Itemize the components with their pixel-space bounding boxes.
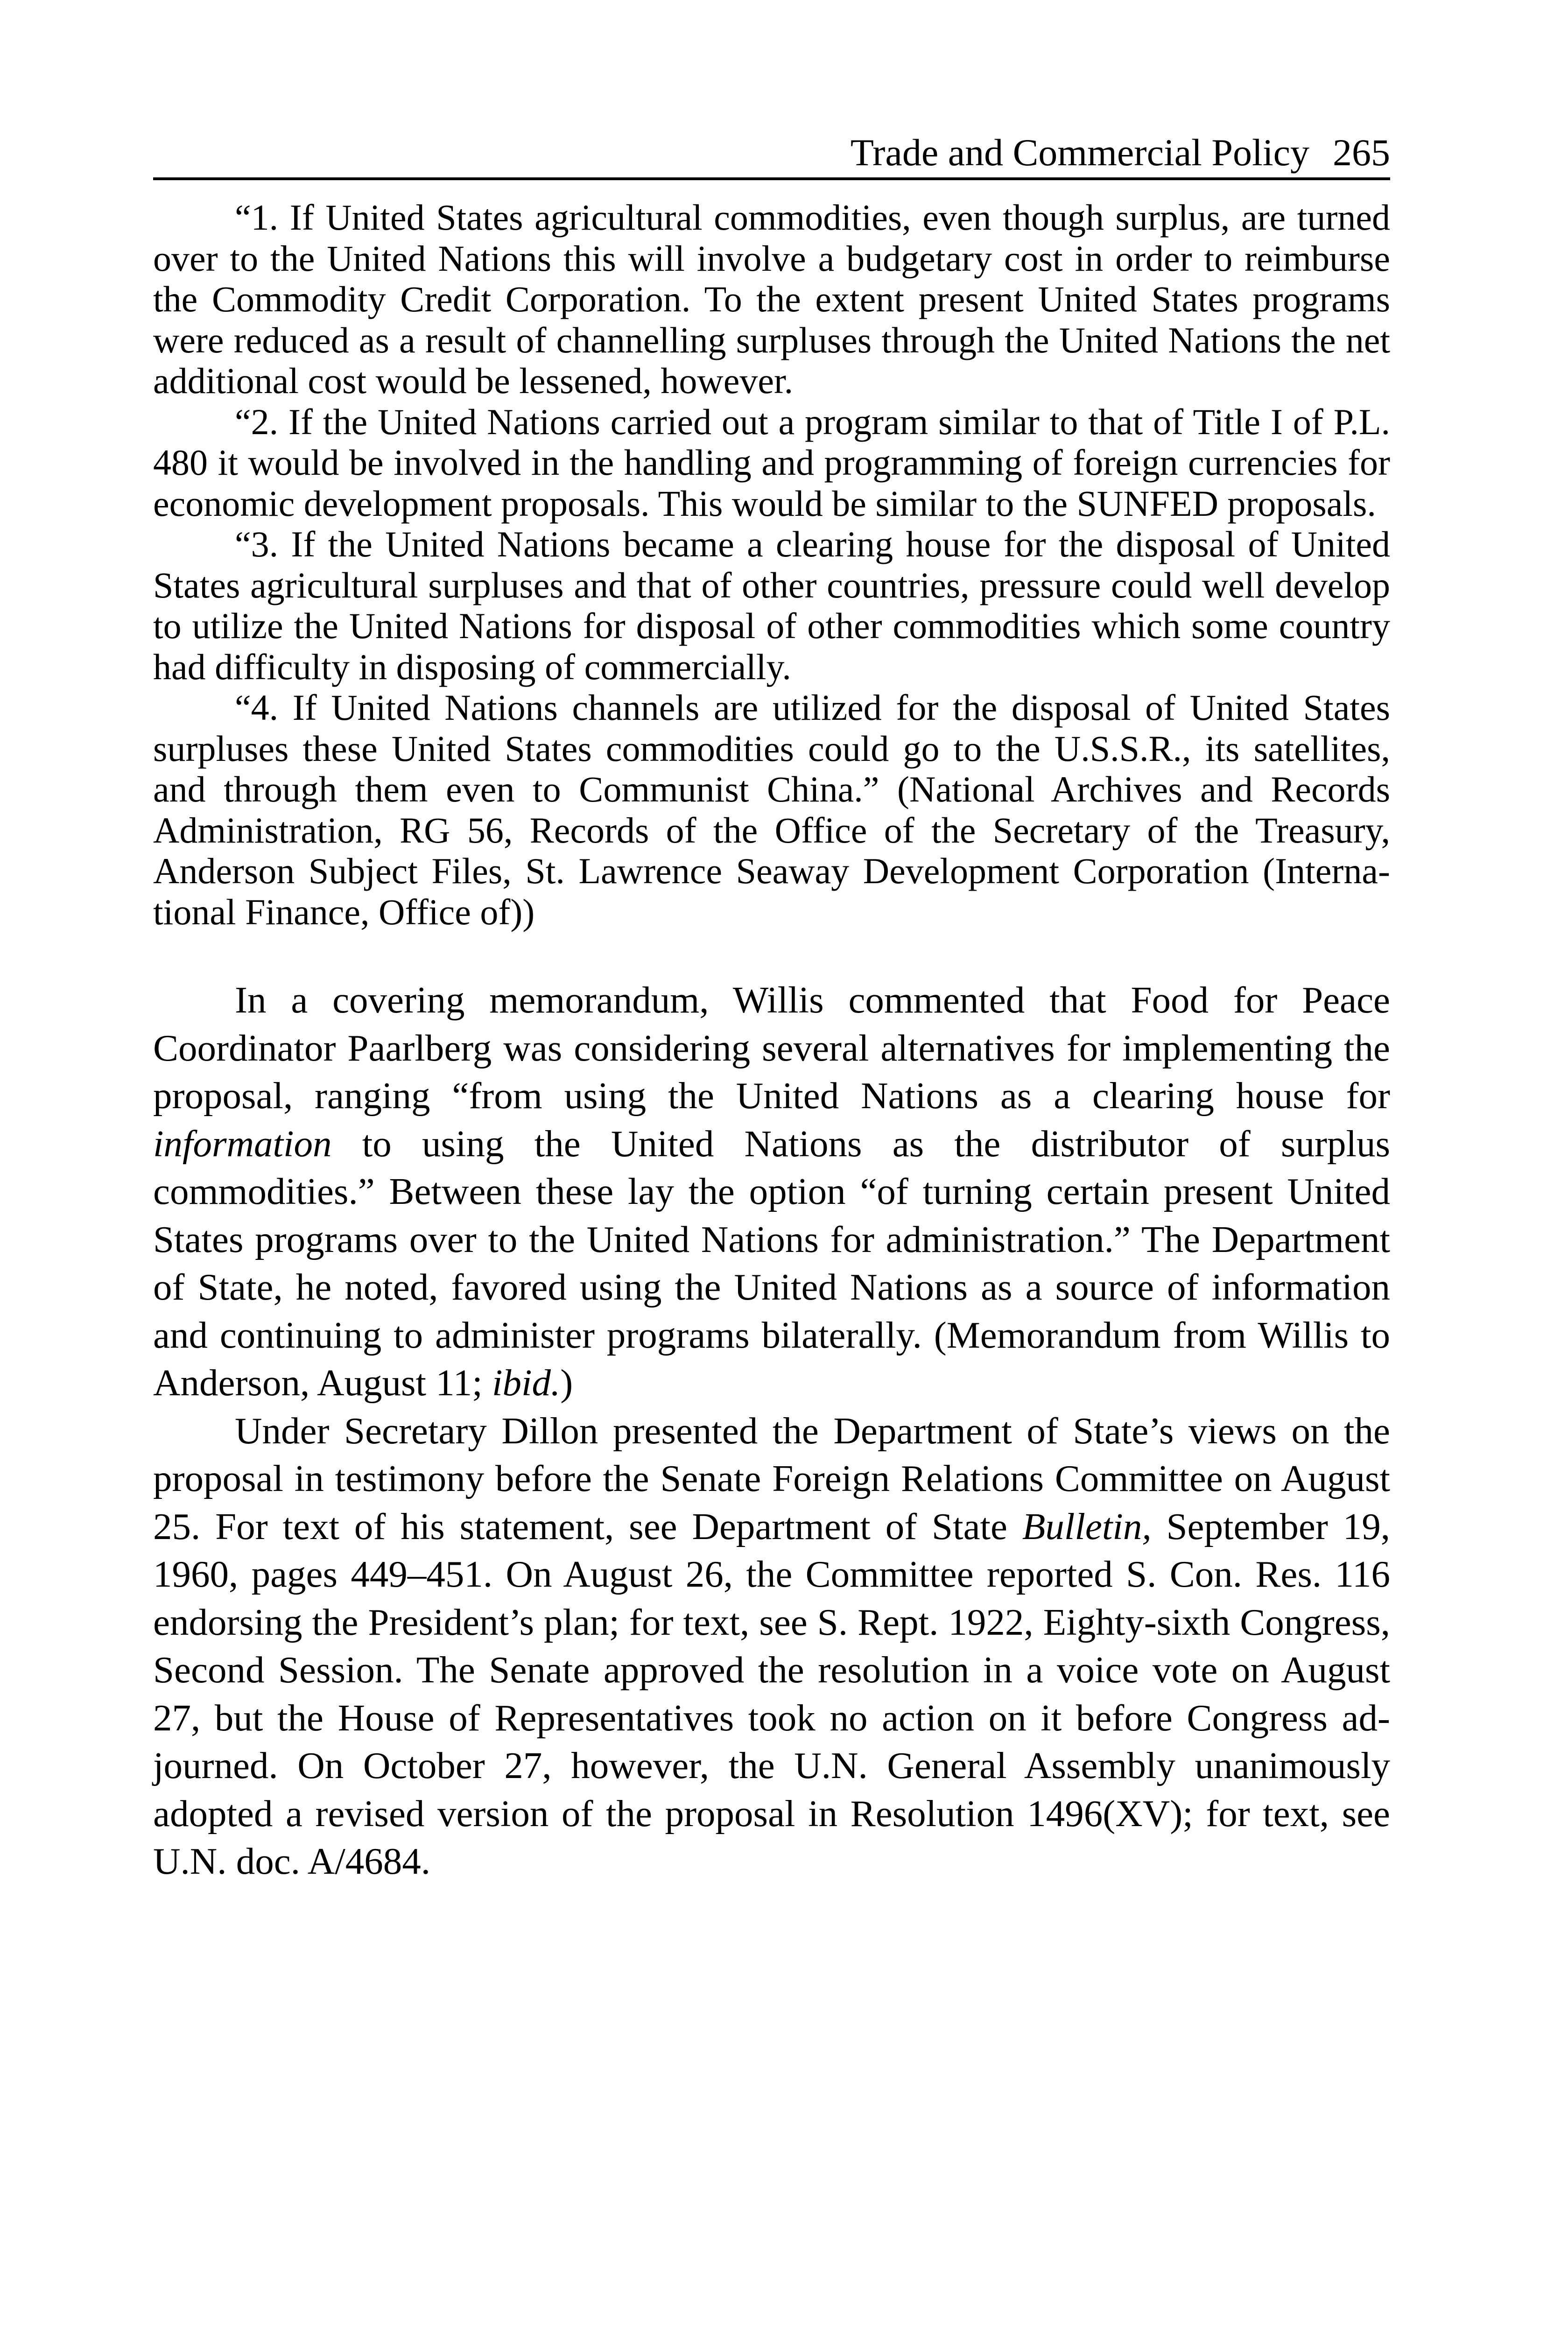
text-run: ) [560, 1362, 573, 1404]
editorial-note [153, 976, 1390, 1885]
body-paragraph [153, 976, 1390, 1407]
text-run: “3. If the United Nations became a clearing house for the disposal of United States agricultural surpluses and that of other countries, pressure could well develop to utilize the United Nations for disposal of other commodities which some country had difficulty in disposing of commercially. [153, 524, 1390, 687]
text-run: “4. If United Nations channels are utilized for the disposal of United States surpluses these United States commodities could go to the U.S.S.R., its satellites, and through them even to Communist China.” (National Archives and Records Administration, RG 56, Records of the Office of the Secretary of the Treasury, Anderson Subject Files, St. Lawrence Seaway Development Corporation (International Finance, Office of)) [153, 687, 1390, 932]
text-run: “1. If United States agricultural commodities, even though surplus, are turned over to the United Nations this will involve a budgetary cost in order to reimburse the Commodity Credit Corporation. To the extent present United States programs were reduced as a result of channelling surpluses through the United Nations the net additional cost would be lessened, however. [153, 197, 1390, 401]
text-run: to using the United Nations as the distributor of surplus commodities.” Between these lay the option “of turning certain present United States programs over to the United Nations for administration.” The Department of State, he noted, favored using the United Nations as a source of information and continuing to administer programs bilaterally. (Memorandum from Willis to Anderson, August 11; [153, 1122, 1390, 1404]
page-number: 265 [1333, 131, 1390, 174]
body-paragraph [153, 1407, 1390, 1885]
running-title: Trade and Commercial Policy [850, 131, 1309, 174]
italic-text: information [153, 1122, 332, 1165]
quoted-item [153, 687, 1390, 932]
text-run: “2. If the United Nations carried out a program similar to that of Title I of P.L. 480 it would be involved in the handling and programming of foreign currencies for economic development proposals. This would be similar to the SUNFED proposals. [153, 401, 1390, 524]
document-page [153, 117, 1390, 1885]
quoted-memorandum [153, 197, 1390, 932]
text-run: Under Secretary Dillon presented the Department of State’s views on the proposal in testimony before the Senate Foreign Relations Committee on August 25. For text of his statement, see Department of State [153, 1409, 1390, 1547]
text-run: September 19, 1960, pages 449–451. On August 26, the Committee reported S. Con. Res. 116 endorsing the President’s plan; for text, see S. Rept. 1922, Eighty-sixth Congress, Second Session. The Senate approved the resolution in a voice vote on August 27, but the House of Representatives took no action on it before Congress adjourned. On October 27, however, the U.N. General Assembly unanimously adopted a revised version of the proposal in Resolution 1496(XV); for text, see U.N. doc. A/4684. [153, 1505, 1390, 1882]
italic-text: Bulletin, [1022, 1505, 1152, 1547]
italic-text: ibid. [492, 1362, 561, 1404]
quoted-item [153, 401, 1390, 524]
running-header [153, 117, 1390, 180]
quoted-item [153, 197, 1390, 401]
quoted-item [153, 524, 1390, 687]
text-run: In a covering memorandum, Willis commented that Food for Peace Coordinator Paarlberg was considering several alternatives for implementing the proposal, ranging “from using the United Nations as a clearing house for [153, 979, 1390, 1117]
